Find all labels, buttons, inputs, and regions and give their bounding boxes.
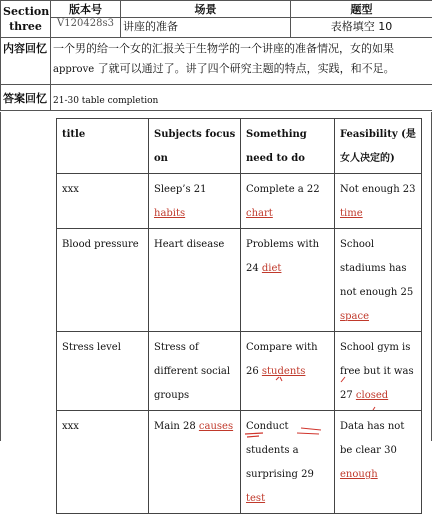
answer-21: habits <box>154 208 185 219</box>
scene-value: 讲座的准备 <box>121 18 291 38</box>
row4-feasibility <box>335 411 422 514</box>
row4-title: xxx <box>57 411 149 514</box>
row3-title: Stress level <box>57 332 149 411</box>
answer-28: causes <box>199 421 233 432</box>
row2-feasibility <box>335 229 422 332</box>
section-cell <box>1 1 51 38</box>
type-value: 表格填空 10 <box>291 18 432 38</box>
row1-feasibility <box>335 174 422 229</box>
row3-todo <box>241 332 335 411</box>
row2-feasibility-text: School stadiums has not enough 25 <box>340 239 413 298</box>
content-review-label: 内容回忆 <box>1 38 51 85</box>
answer-26: students <box>262 366 306 377</box>
row3-feasibility-text: School gym is free but it was 27 <box>340 342 414 401</box>
content-review-text <box>51 38 432 85</box>
answer-22: chart <box>246 208 273 219</box>
row4-todo-text: Conduct students a surprising 29 <box>246 421 314 480</box>
row2-title: Blood pressure <box>57 229 149 332</box>
type-label: 题型 <box>291 1 432 18</box>
row3-feasibility <box>335 332 422 411</box>
table-row <box>57 229 422 332</box>
row1-feasibility-text: Not enough 23 <box>340 184 416 195</box>
col-header-subjects: Subjects focus on <box>149 119 241 174</box>
answer-area <box>0 112 432 441</box>
table-row <box>57 411 422 514</box>
col-header-title: title <box>57 119 149 174</box>
col-header-feasibility: Feasibility (是女人决定的) <box>335 119 422 174</box>
row4-todo <box>241 411 335 514</box>
row1-title: xxx <box>57 174 149 229</box>
answer-25: space <box>340 311 369 322</box>
row1-todo <box>241 174 335 229</box>
row4-feasibility-text: Data has not be clear 30 <box>340 421 404 456</box>
version-value: V120428s3 <box>51 18 121 38</box>
answer-29: test <box>246 493 265 504</box>
content-review-line1: 一个男的给一个女的汇报关于生物学的一个讲座的准备情况，女的如果 <box>53 42 394 55</box>
table-header-row <box>57 119 422 174</box>
row1-subject <box>149 174 241 229</box>
answer-review-label: 答案回忆 <box>1 85 51 111</box>
col-header-todo: Something need to do <box>241 119 335 174</box>
section-label: Section <box>3 5 49 18</box>
row1-todo-text: Complete a 22 <box>246 184 320 195</box>
completion-table <box>56 118 422 514</box>
scene-label: 场景 <box>121 1 291 18</box>
row4-subject <box>149 411 241 514</box>
content-review-line2: 了就可以通过了。讲了四个研究主题的特点，实践，和不足。 <box>94 62 395 75</box>
row2-todo <box>241 229 335 332</box>
answer-30: enough <box>340 469 378 480</box>
row4-subject-text: Main 28 <box>154 421 199 432</box>
table-row <box>57 332 422 411</box>
answer-review-text: 21-30 table completion <box>51 85 432 111</box>
header-table <box>0 0 432 111</box>
answer-27: closed <box>356 390 388 401</box>
version-label: 版本号 <box>51 1 121 18</box>
row1-subject-text: Sleep’s 21 <box>154 184 207 195</box>
section-number: three <box>9 20 42 33</box>
answer-23: time <box>340 208 363 219</box>
row2-todo-text: Problems with 24 <box>246 239 319 274</box>
answer-24: diet <box>262 263 282 274</box>
content-review-approve: approve <box>53 64 94 75</box>
row3-todo-text: Compare with 26 <box>246 342 318 377</box>
row2-subject: Heart disease <box>149 229 241 332</box>
row3-subject: Stress of different social groups <box>149 332 241 411</box>
table-row <box>57 174 422 229</box>
